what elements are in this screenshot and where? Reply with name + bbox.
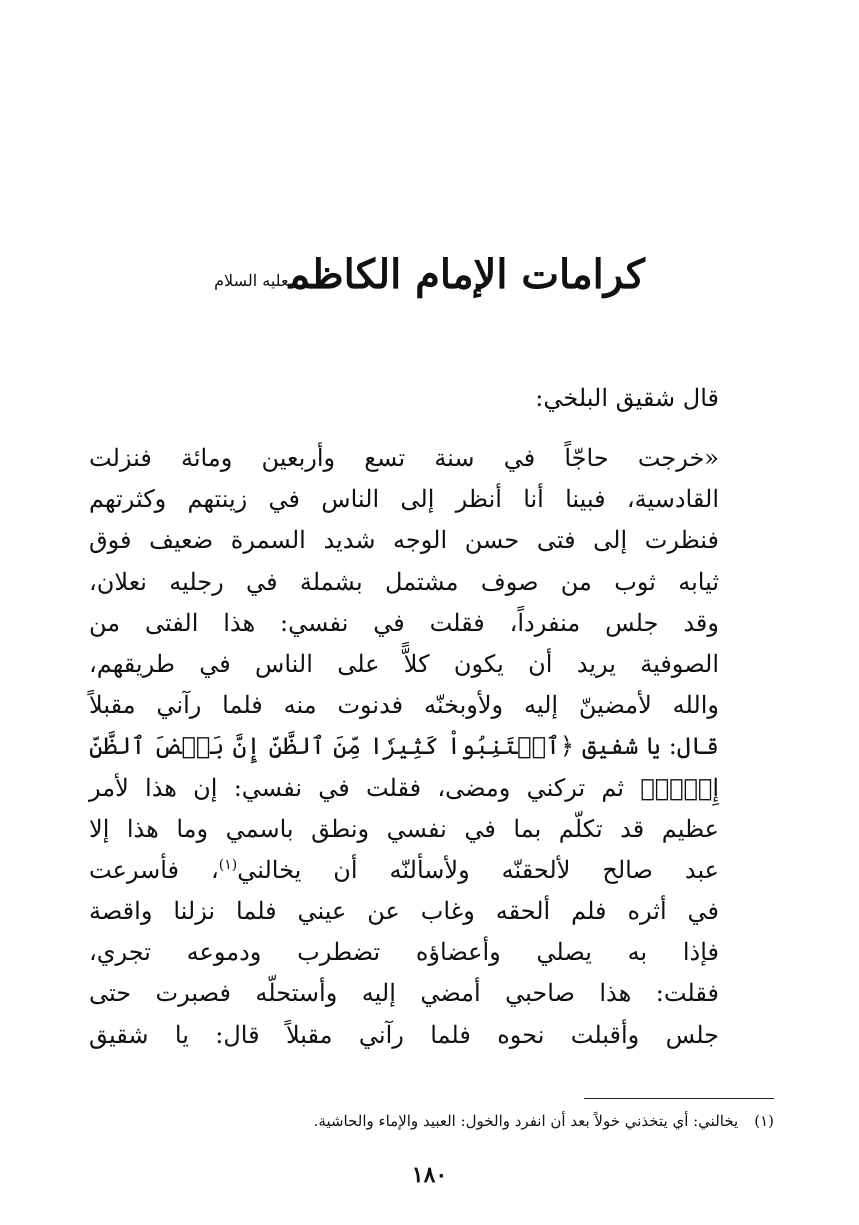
page-number: ١٨٠ (411, 1162, 448, 1188)
footnote-divider (584, 1098, 774, 1099)
title-honorific: عليه السلام (214, 271, 289, 290)
body-line: والله لأمضينّ إليه ولأوبخنّه فدنوت منه فلما رآني مقبلاً (89, 691, 719, 720)
footnote-text: يخالني: أي يتخذني خولاً بعد أن انفرد والخول: العبيد والإماء والحاشية. (313, 1112, 739, 1130)
body-paragraph (89, 438, 719, 1056)
body-line: القادسية، فبينا أنا أنظر إلى الناس في زينتهم وكثرتهم (89, 485, 719, 514)
body-line: عظيم قد تكلّم بما في نفسي ونطق باسمي وما هذا إلا (89, 814, 719, 843)
body-line-quran-verse: قال: يا شفيق ﴿ٱجۡتَنِبُواْ كَثِيرٗا مِّنَ ٱلظَّنِّ إِنَّ بَعۡضَ ٱلظَّنِّ (89, 732, 719, 761)
body-line: الصوفية يريد أن يكون كلاًّ على الناس في طريقهم، (89, 649, 719, 678)
body-line: فإذا به يصلي وأعضاؤه تضطرب ودموعه تجري، (89, 938, 719, 967)
footnote-number: (١) (754, 1112, 774, 1130)
body-line: فقلت: هذا صاحبي أمضي إليه وأستحلّه فصبرت حتى (89, 979, 719, 1008)
body-line-with-footnote (89, 850, 719, 891)
body-line-tail: ، فأسرعت (89, 855, 219, 884)
body-line: جلس وأقبلت نحوه فلما رآني مقبلاً قال: يا شقيق (89, 1020, 719, 1049)
body-line: في أثره فلم ألحقه وغاب عن عيني فلما نزلنا واقصة (89, 897, 719, 926)
body-line-text: عبد صالح لألحقنّه ولأسألنّه أن يخالني (237, 855, 720, 884)
footnote-reference[interactable]: (١) (218, 856, 238, 873)
body-line: فنظرت إلى فتى حسن الوجه شديد السمرة ضعيف فوق (89, 526, 719, 555)
body-line: ثيابه ثوب من صوف مشتمل بشملة في رجليه نعلان، (89, 567, 719, 596)
footnote (314, 1108, 774, 1134)
body-line: إِثۡمٞ﴾ ثم تركني ومضى، فقلت في نفسي: إن هذا لأمر (89, 773, 719, 802)
chapter-title (0, 248, 859, 302)
narrator-line: قال شقيق البلخي: (535, 384, 719, 412)
body-line: «خرجت حاجّاً في سنة تسع وأربعين ومائة فنزلت (89, 444, 719, 472)
body-line: وقد جلس منفرداً، فقلت في نفسي: هذا الفتى من (89, 608, 719, 637)
chapter-title-text: كرامات الإمام الكاظم (288, 251, 645, 298)
